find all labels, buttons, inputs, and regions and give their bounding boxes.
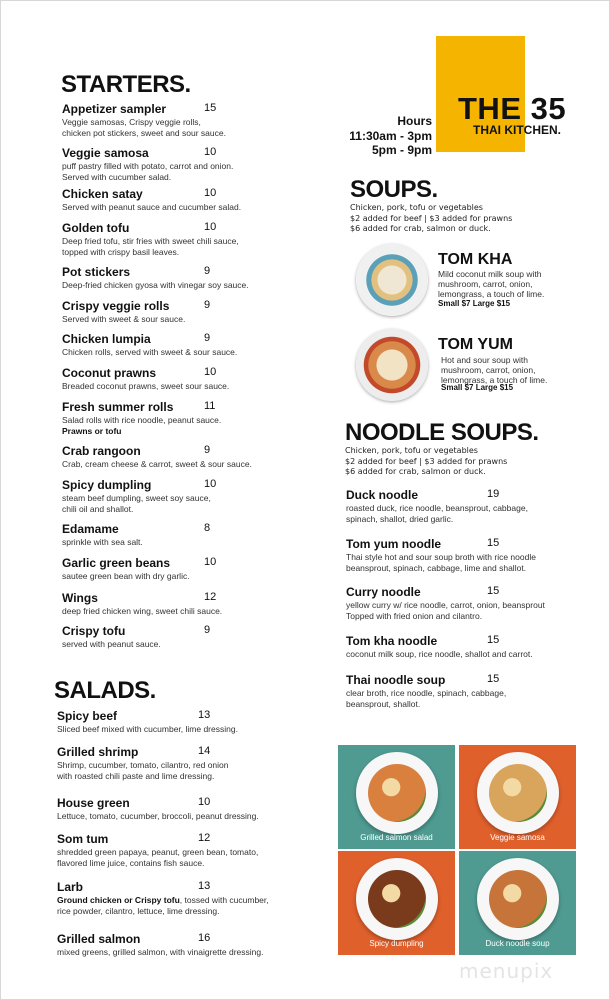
food-image [368, 870, 426, 928]
menu-item-description [62, 459, 302, 470]
menu-item-price: 19 [487, 488, 500, 500]
menu-item-price: 8 [204, 522, 211, 534]
menu-item-name: Garlic green beans [62, 556, 171, 570]
plate-image [477, 752, 559, 834]
description-line: Shrimp, cucumber, tomato, cilantro, red onion [57, 760, 229, 770]
menu-item-price: 15 [487, 673, 500, 685]
description-line: flavored lime juice, contains fish sauce. [57, 857, 205, 868]
menu-item-name: Duck noodle [346, 488, 419, 502]
menu-item-description [62, 493, 302, 514]
menu-item-description [62, 347, 302, 358]
description-line: clear broth, rice noodle, spinach, cabbage, [346, 688, 507, 698]
description-text: , tossed with cucumber, [179, 895, 269, 905]
description-line: beansprout, shallot. [346, 698, 421, 709]
menu-item [62, 102, 302, 138]
menu-item-name: Crispy tofu [62, 624, 126, 638]
menu-item [57, 796, 297, 822]
menu-item-name: Edamame [62, 522, 119, 536]
menu-item [57, 709, 297, 735]
description-option: Ground chicken or Crispy tofu [57, 895, 180, 905]
menu-item-price: 10 [204, 366, 217, 378]
food-photo-tile [459, 851, 576, 955]
soups-note [350, 203, 512, 235]
noodle-soups-note [345, 446, 507, 478]
menu-item [62, 444, 302, 470]
menu-item-price: 14 [198, 745, 211, 757]
menu-item-description [62, 236, 302, 257]
description-line: Crab, cream cheese & carrot, sweet & sour sauce. [62, 459, 252, 469]
description-line: deep fried chicken wing, sweet chili sauce. [62, 606, 223, 616]
photo-caption: Grilled salmon salad [360, 833, 433, 842]
menu-item [62, 146, 302, 182]
menu-item-price: 10 [204, 221, 217, 233]
menu-item [57, 880, 297, 916]
menu-item-header [62, 332, 302, 347]
photo-caption: Duck noodle soup [485, 939, 550, 948]
menu-item-description [62, 381, 302, 392]
menu-item-name: Chicken satay [62, 187, 143, 201]
menu-item-price: 13 [198, 709, 211, 721]
menu-item-name: Golden tofu [62, 221, 130, 235]
menu-item-price: 10 [204, 556, 217, 568]
menu-item-description [57, 811, 297, 822]
menu-item-description [346, 503, 586, 524]
menu-item-header [346, 585, 586, 600]
food-photo-tile [338, 745, 455, 849]
description-line: coconut milk soup, rice noodle, shallot and carrot. [346, 649, 533, 659]
description-line: Deep-fried chicken gyosa with vinegar soy sauce. [62, 280, 249, 290]
description-line: Deep fried tofu, stir fries with sweet chili sauce, [62, 236, 239, 246]
menu-item-header [62, 591, 302, 606]
photo-caption: Veggie samosa [490, 833, 545, 842]
menu-item-name: Thai noodle soup [346, 673, 446, 687]
menu-item-header [57, 796, 297, 811]
soup-price: Small $7 Large $15 [438, 299, 511, 308]
menu-item-header [62, 624, 302, 639]
menu-item-header [346, 673, 586, 688]
menu-item [62, 478, 302, 514]
menu-item-price: 16 [198, 932, 211, 944]
menu-item-description [62, 606, 302, 617]
menu-item-price: 9 [204, 299, 211, 311]
menu-item-header [62, 556, 302, 571]
hours-dinner: 5pm - 9pm [371, 143, 432, 157]
menu-item [62, 265, 302, 291]
menu-item-name: Fresh summer rolls [62, 400, 174, 414]
menu-item-header [62, 444, 302, 459]
description-line: Salad rolls with rice noodle, peanut sauce. [62, 415, 222, 425]
menu-item-price: 9 [204, 624, 211, 636]
menu-item-name: Crispy veggie rolls [62, 299, 170, 313]
starters-title: STARTERS. [61, 71, 191, 98]
soup-desc-line: Mild coconut milk soup with [438, 269, 542, 279]
menu-item-header [57, 932, 297, 947]
menu-item-name: Pot stickers [62, 265, 131, 279]
description-line: topped with crispy basil leaves. [62, 246, 180, 257]
menu-item-description [62, 280, 302, 291]
menu-item-header [62, 400, 302, 415]
menu-item [62, 187, 302, 213]
menu-item [346, 488, 586, 524]
menu-item-description [346, 600, 586, 621]
menu-item-price: 12 [204, 591, 217, 603]
hours-lunch: 11:30am - 3pm [349, 128, 432, 143]
menu-item [62, 624, 302, 650]
menu-item [62, 400, 302, 436]
menu-item-price: 10 [204, 146, 217, 158]
watermark: menupix [459, 959, 554, 983]
menu-item [346, 634, 586, 660]
menu-item [62, 366, 302, 392]
menu-item-header [62, 478, 302, 493]
description-line: chicken pot stickers, sweet and sour sauce. [62, 127, 226, 138]
menu-item-price: 9 [204, 332, 211, 344]
logo-name: THE 35 [458, 91, 567, 126]
menu-item-description [62, 639, 302, 650]
description-line: puff pastry filled with potato, carrot and onion. [62, 161, 234, 171]
menu-item-price: 10 [204, 478, 217, 490]
description-line: served with peanut sauce. [62, 639, 161, 649]
description-line: rice powder, cilantro, lettuce, lime dressing. [57, 905, 220, 916]
menu-item [57, 932, 297, 958]
menu-item-name: Appetizer sampler [62, 102, 167, 116]
menu-item-header [57, 832, 297, 847]
menu-item-header [57, 709, 297, 724]
description-line: Breaded coconut prawns, sweet sour sauce. [62, 381, 230, 391]
description-line: Served with sweet & sour sauce. [62, 314, 186, 324]
soups-title: SOUPS. [350, 176, 438, 203]
menu-item-description [62, 415, 302, 426]
menu-item-header [62, 522, 302, 537]
menu-item [346, 537, 586, 573]
menu-item-name: Spicy dumpling [62, 478, 152, 492]
description-line: Sliced beef mixed with cucumber, lime dressing. [57, 724, 238, 734]
tom-yum-bowl-image [356, 329, 428, 401]
soup-desc-line: mushroom, carrot, onion, [438, 279, 533, 289]
menu-item-price: 12 [198, 832, 211, 844]
soups-note-line: $6 added for crab, salmon or duck. [350, 224, 491, 233]
food-image [489, 870, 547, 928]
noodle-soups-title: NOODLE SOUPS. [345, 419, 539, 446]
menu-item-name: Spicy beef [57, 709, 118, 723]
logo-subtitle: THAI KITCHEN. [473, 123, 561, 137]
menu-item-name: Som tum [57, 832, 109, 846]
menu-item [62, 556, 302, 582]
opening-hours [349, 114, 432, 158]
menu-item-header [62, 187, 302, 202]
menu-item-header [62, 221, 302, 236]
menu-item-description [62, 571, 302, 582]
description-line: Thai style hot and sour soup broth with rice noodle [346, 552, 536, 562]
menu-item-description [57, 847, 297, 868]
description-line: Lettuce, tomato, cucumber, broccoli, peanut dressing. [57, 811, 259, 821]
menu-item-price: 10 [198, 796, 211, 808]
menu-item-description [62, 161, 302, 182]
menu-item-name: Wings [62, 591, 98, 605]
food-photo-tile [459, 745, 576, 849]
plate-image [477, 858, 559, 940]
soup-price: Small $7 Large $15 [441, 383, 514, 392]
plate-image [356, 752, 438, 834]
menu-item-header [62, 265, 302, 280]
food-photo-tile [338, 851, 455, 955]
menu-item-price: 15 [487, 537, 500, 549]
description-line: Veggie samosas, Crispy veggie rolls, [62, 117, 201, 127]
menu-item-description [346, 552, 586, 573]
menu-item-description [57, 895, 297, 916]
menu-item [62, 299, 302, 325]
menu-item-name: Curry noodle [346, 585, 421, 599]
menu-item-name: Coconut prawns [62, 366, 157, 380]
menu-item-description [57, 724, 297, 735]
description-line [57, 895, 297, 906]
soup-description [441, 355, 547, 385]
menu-item-description [57, 947, 297, 958]
soups-note-line: Chicken, pork, tofu or vegetables [350, 203, 483, 212]
menu-item [57, 745, 297, 781]
description-line: Topped with fried onion and cilantro. [346, 610, 483, 621]
menu-item-name: Grilled salmon [57, 932, 141, 946]
description-line: yellow curry w/ rice noodle, carrot, onion, beansprout [346, 600, 545, 610]
menu-item-name: Tom yum noodle [346, 537, 442, 551]
menu-item-description [62, 117, 302, 138]
menu-item-price: 9 [204, 444, 211, 456]
menu-item-name: Chicken lumpia [62, 332, 151, 346]
menu-item-description [62, 537, 302, 548]
soup-desc-line: Hot and sour soup with [441, 355, 528, 365]
food-image [489, 764, 547, 822]
menu-item-header [62, 102, 302, 117]
soup-name: TOM YUM [438, 336, 513, 353]
menu-item [57, 832, 297, 868]
menu-item-header [62, 366, 302, 381]
description-line: Served with cucumber salad. [62, 171, 172, 182]
menu-item-header [346, 634, 586, 649]
menu-item-price: 10 [204, 187, 217, 199]
menu-item-header [346, 537, 586, 552]
photo-caption: Spicy dumpling [369, 939, 424, 948]
description-line: steam beef dumpling, sweet soy sauce, [62, 493, 211, 503]
menu-item-header [62, 299, 302, 314]
description-line: spinach, shallot, dried garlic. [346, 513, 454, 524]
menu-item-price: 15 [487, 585, 500, 597]
noodle-note-line: $2 added for beef | $3 added for prawns [345, 456, 508, 466]
menu-item-description [346, 649, 586, 660]
menu-item-name: Larb [57, 880, 84, 894]
menu-item [62, 591, 302, 617]
description-line: sprinkle with sea salt. [62, 537, 143, 547]
description-line: beansprout, spinach, cabbage, lime and shallot. [346, 562, 527, 573]
menu-item-header [62, 146, 302, 161]
menu-item-header [57, 745, 297, 760]
menu-item [346, 673, 586, 709]
menu-item-description [346, 688, 586, 709]
soup-desc-line: lemongrass, a touch of lime. [438, 289, 545, 299]
salads-title: SALADS. [54, 677, 156, 704]
menu-item [62, 332, 302, 358]
menu-item-description [57, 760, 297, 781]
soup-name: TOM KHA [438, 251, 513, 268]
description-line: shredded green papaya, peanut, green bean, tomato, [57, 847, 259, 857]
menu-item-price: 9 [204, 265, 211, 277]
menu-item-name: Grilled shrimp [57, 745, 139, 759]
plate-image [356, 858, 438, 940]
description-line: chili oil and shallot. [62, 503, 134, 514]
description-line: Served with peanut sauce and cucumber salad. [62, 202, 242, 212]
description-line: roasted duck, rice noodle, beansprout, cabbage, [346, 503, 528, 513]
soup-desc-line: mushroom, carrot, onion, [441, 365, 536, 375]
menu-item-name: Veggie samosa [62, 146, 149, 160]
menu-item-price: 11 [204, 400, 216, 412]
menu-item-name: Crab rangoon [62, 444, 141, 458]
menu-item-name: Tom kha noodle [346, 634, 438, 648]
menu-item-price: 13 [198, 880, 211, 892]
menu-item-description [62, 314, 302, 325]
menu-item-option: Prawns or tofu [62, 425, 122, 436]
menu-item-header [346, 488, 586, 503]
tom-kha-bowl-image [356, 244, 428, 316]
noodle-note-line: Chicken, pork, tofu or vegetables [345, 446, 478, 455]
menu-item-name: House green [57, 796, 130, 810]
menu-item [346, 585, 586, 621]
description-line: Chicken rolls, served with sweet & sour sauce. [62, 347, 238, 357]
food-image [368, 764, 426, 822]
hours-label: Hours [397, 114, 432, 128]
menu-item-description [62, 202, 302, 213]
description-line: sautee green bean with dry garlic. [62, 571, 190, 581]
soups-note-line: $2 added for beef | $3 added for prawns [350, 213, 513, 223]
menu-item-price: 15 [487, 634, 500, 646]
menu-item [62, 522, 302, 548]
noodle-note-line: $6 added for crab, salmon or duck. [345, 467, 486, 476]
description-line: with roasted chili paste and lime dressing. [57, 770, 215, 781]
menu-item-header [57, 880, 297, 895]
soup-desc-line: lemongrass, a touch of lime. [441, 375, 548, 385]
menu-item [62, 221, 302, 257]
menu-item-price: 15 [204, 102, 217, 114]
description-line: mixed greens, grilled salmon, with vinaigrette dressing. [57, 947, 264, 957]
soup-description [438, 269, 544, 299]
